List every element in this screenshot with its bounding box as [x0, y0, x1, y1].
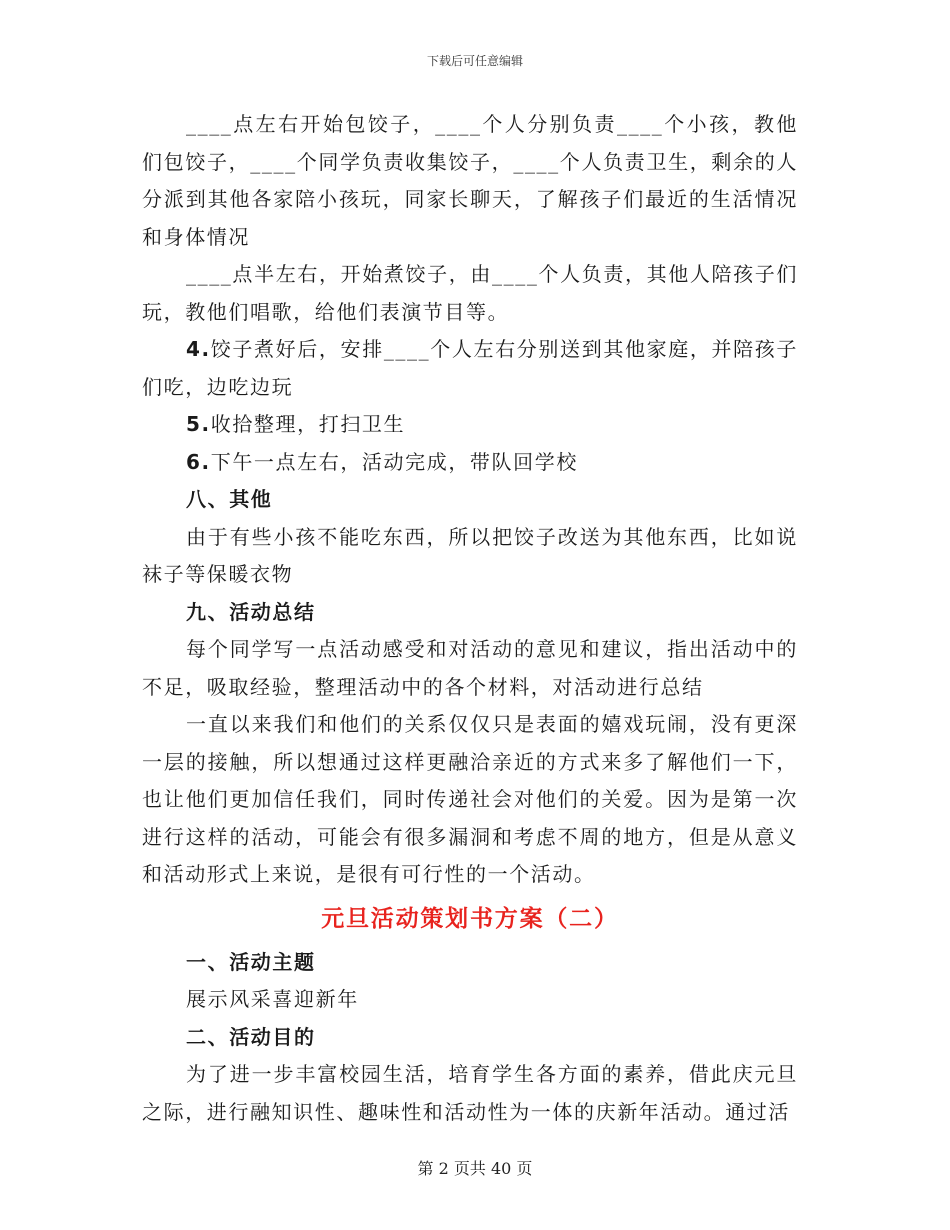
page-header: 下载后可任意编辑 — [426, 54, 523, 68]
list-number: 4. — [186, 337, 211, 361]
paragraph-purpose: 为了进一步丰富校园生活，培育学生各方面的素养，借此庆元旦之际，进行融知识性、趣味性和活动性为一体的庆新年活动。通过活 — [142, 1062, 798, 1124]
list-item-text: 饺子煮好后，安排____个人左右分别送到其他家庭，并陪孩子们吃，边吃边玩 — [142, 337, 798, 399]
document-title: 元旦活动策划书方案（二） — [321, 905, 619, 932]
document-body — [142, 106, 798, 1131]
section-heading-theme: 一、活动主题 — [186, 949, 316, 974]
paragraph-summary-2: 一直以来我们和他们的关系仅仅只是表面的嬉戏玩闹，没有更深一层的接触，所以想通过这样更融洽亲近的方式来多了解他们一下，也让他们更加信任我们，同时传递社会对他们的关爱。因为是第一次进行这样的活动，可能会有很多漏洞和考虑不周的地方，但是从意义和活动形式上来说，是很有可行性的一个活动。 — [142, 712, 798, 886]
list-item-6 — [142, 444, 798, 482]
list-number: 5. — [186, 412, 211, 436]
list-number: 6. — [186, 449, 211, 474]
list-item-5 — [142, 406, 798, 444]
list-item-4 — [142, 331, 798, 406]
paragraph-summary-1: 每个同学写一点活动感受和对活动的意见和建议，指出活动中的不足，吸取经验，整理活动中的各个材料，对活动进行总结 — [142, 637, 798, 699]
page-footer: 第 2 页共 40 页 — [417, 1159, 533, 1178]
paragraph-other: 由于有些小孩不能吃东西，所以把饺子改送为其他东西，比如说袜子等保暖衣物 — [142, 524, 798, 586]
section-heading-summary: 九、活动总结 — [186, 599, 316, 624]
list-item-text: 收拾整理，打扫卫生 — [210, 412, 406, 436]
paragraph-dumpling-making: ____点左右开始包饺子，____个人分别负责____个小孩，教他们包饺子，____个同学负责收集饺子，____个人负责卫生，剩余的人分派到其他各家陪小孩玩，同家长聊天，了解孩子们最近的生活情况和身体情况 — [142, 112, 798, 249]
paragraph-theme: 展示风采喜迎新年 — [186, 987, 359, 1011]
section-heading-other: 八、其他 — [186, 487, 273, 511]
section-heading-purpose: 二、活动目的 — [186, 1024, 316, 1049]
paragraph-cooking-dumplings: ____点半左右，开始煮饺子，由____个人负责，其他人陪孩子们玩，教他们唱歌，给他们表演节目等。 — [142, 262, 798, 324]
list-item-text: 下午一点左右，活动完成，带队回学校 — [210, 449, 578, 474]
